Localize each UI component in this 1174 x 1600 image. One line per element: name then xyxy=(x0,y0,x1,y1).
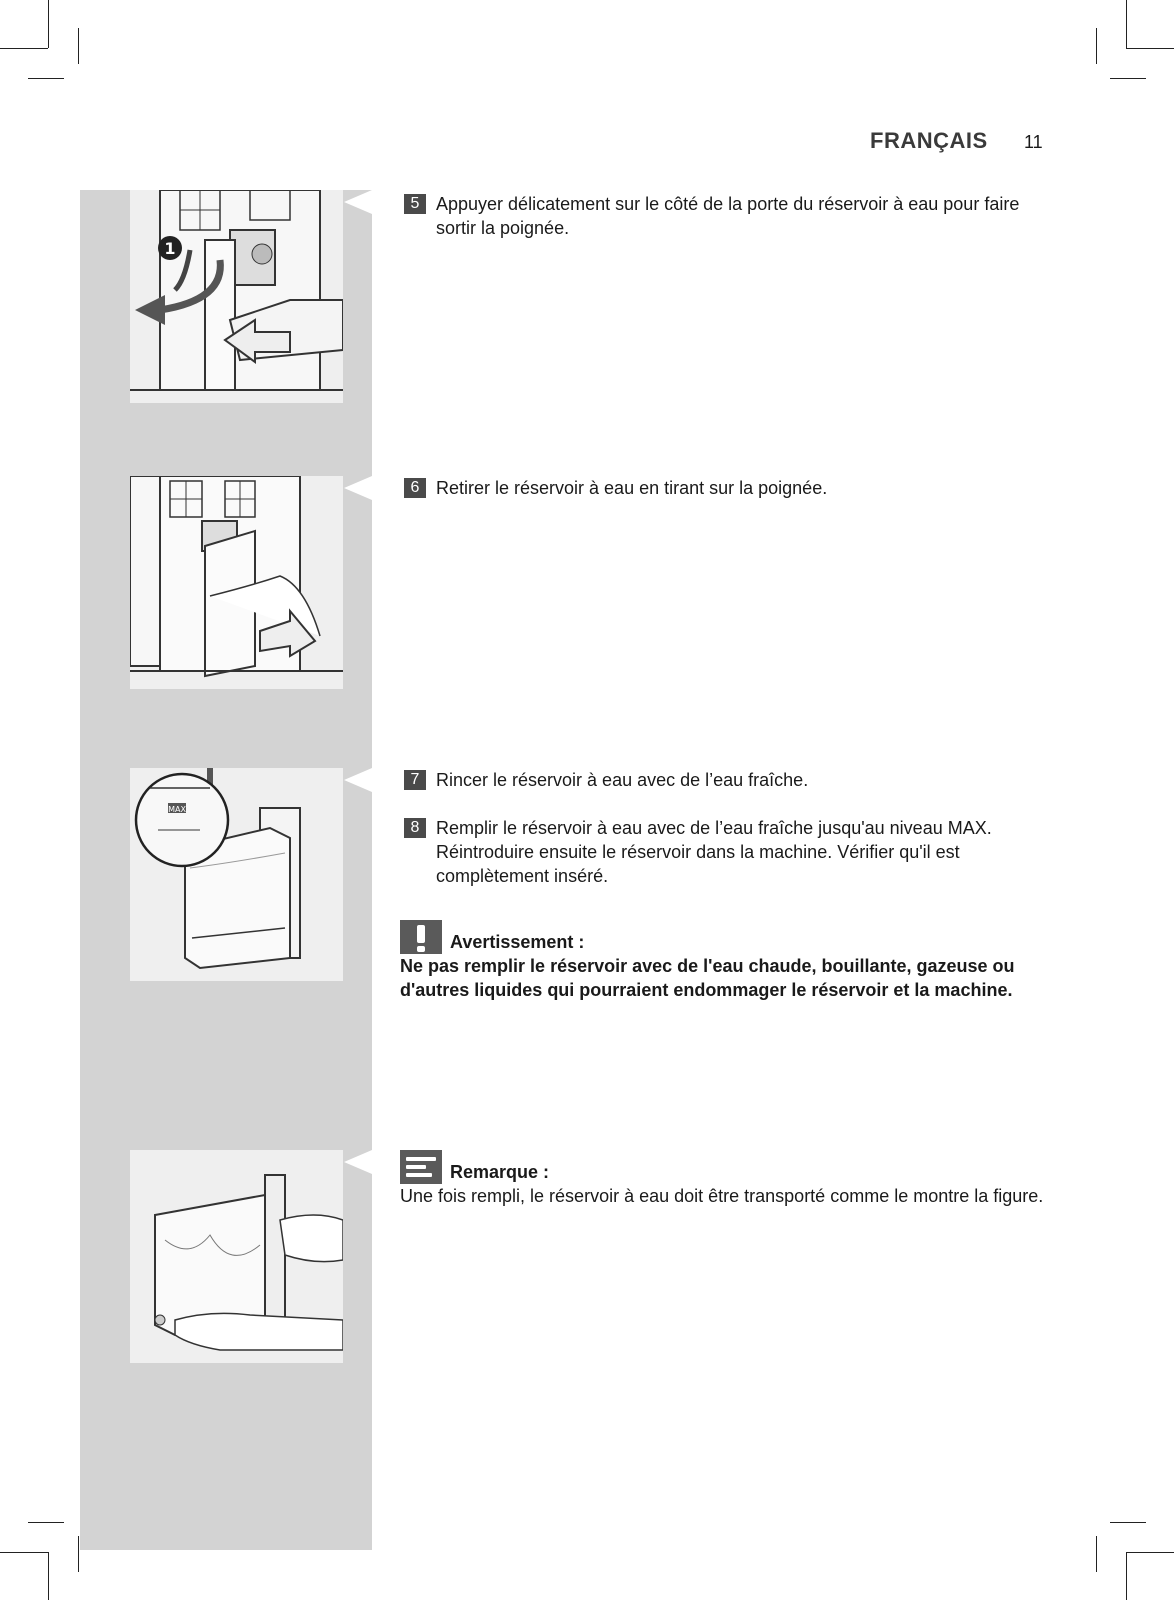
exclamation-icon xyxy=(400,920,442,954)
warning-body: Ne pas remplir le réservoir avec de l'eau chaude, bouillante, gazeuse ou d'autres liquides qui pourraient endommager le réservoir et la machine. xyxy=(400,956,1015,1000)
step-text: Appuyer délicatement sur le côté de la porte du réservoir à eau pour faire sortir la poignée. xyxy=(436,194,1020,238)
crop-mark xyxy=(1126,1552,1174,1553)
crop-mark xyxy=(78,1536,79,1572)
crop-mark xyxy=(1126,0,1127,48)
illustration-open-door xyxy=(130,190,343,403)
page-number: 11 xyxy=(1024,132,1043,152)
max-level-label: MAX xyxy=(168,805,186,814)
step-number-badge: 8 xyxy=(404,818,426,838)
callout-number-1: 1 xyxy=(164,239,176,258)
crop-mark xyxy=(1096,1536,1097,1572)
crop-mark xyxy=(1126,48,1174,49)
crop-mark xyxy=(48,1552,49,1600)
crop-mark xyxy=(1110,1522,1146,1523)
crop-mark xyxy=(1110,78,1146,79)
step-7 xyxy=(404,768,1054,792)
sidebar-notch xyxy=(344,768,372,792)
crop-mark xyxy=(1126,1552,1127,1600)
illustration-fill-tank xyxy=(130,768,343,981)
step-text: Retirer le réservoir à eau en tirant sur la poignée. xyxy=(436,478,828,498)
step-6 xyxy=(404,476,1054,500)
illustration-carry-tank xyxy=(130,1150,343,1363)
step-number-badge: 6 xyxy=(404,478,426,498)
step-8 xyxy=(404,816,1054,888)
note-body: Une fois rempli, le réservoir à eau doit être transporté comme le montre la figure. xyxy=(400,1186,1044,1206)
crop-mark xyxy=(28,1522,64,1523)
language-heading: FRANÇAIS xyxy=(870,128,988,153)
step-text: Remplir le réservoir à eau avec de l’eau fraîche jusqu'au niveau MAX. Réintroduire ensuite le réservoir dans la machine. Vérifier qu'il est complètement inséré. xyxy=(436,818,992,886)
sidebar-notch xyxy=(344,190,372,214)
crop-mark xyxy=(28,78,64,79)
step-text: Rincer le réservoir à eau avec de l’eau fraîche. xyxy=(436,770,809,790)
warning-callout xyxy=(400,920,1060,1002)
illustration-remove-tank xyxy=(130,476,343,689)
warning-header xyxy=(400,920,1060,954)
crop-mark xyxy=(1096,28,1097,64)
note-header xyxy=(400,1150,1060,1184)
crop-mark xyxy=(78,28,79,64)
crop-mark xyxy=(0,48,48,49)
note-title: Remarque : xyxy=(450,1162,550,1182)
sidebar-notch xyxy=(344,1150,372,1174)
step-number-badge: 7 xyxy=(404,770,426,790)
crop-mark xyxy=(48,0,49,48)
note-lines-icon xyxy=(400,1150,442,1184)
step-5 xyxy=(404,192,1054,240)
note-callout xyxy=(400,1150,1060,1208)
sidebar-notch xyxy=(344,476,372,500)
crop-mark xyxy=(0,1552,48,1553)
step-number-badge: 5 xyxy=(404,194,426,214)
warning-title: Avertissement : xyxy=(450,932,585,952)
